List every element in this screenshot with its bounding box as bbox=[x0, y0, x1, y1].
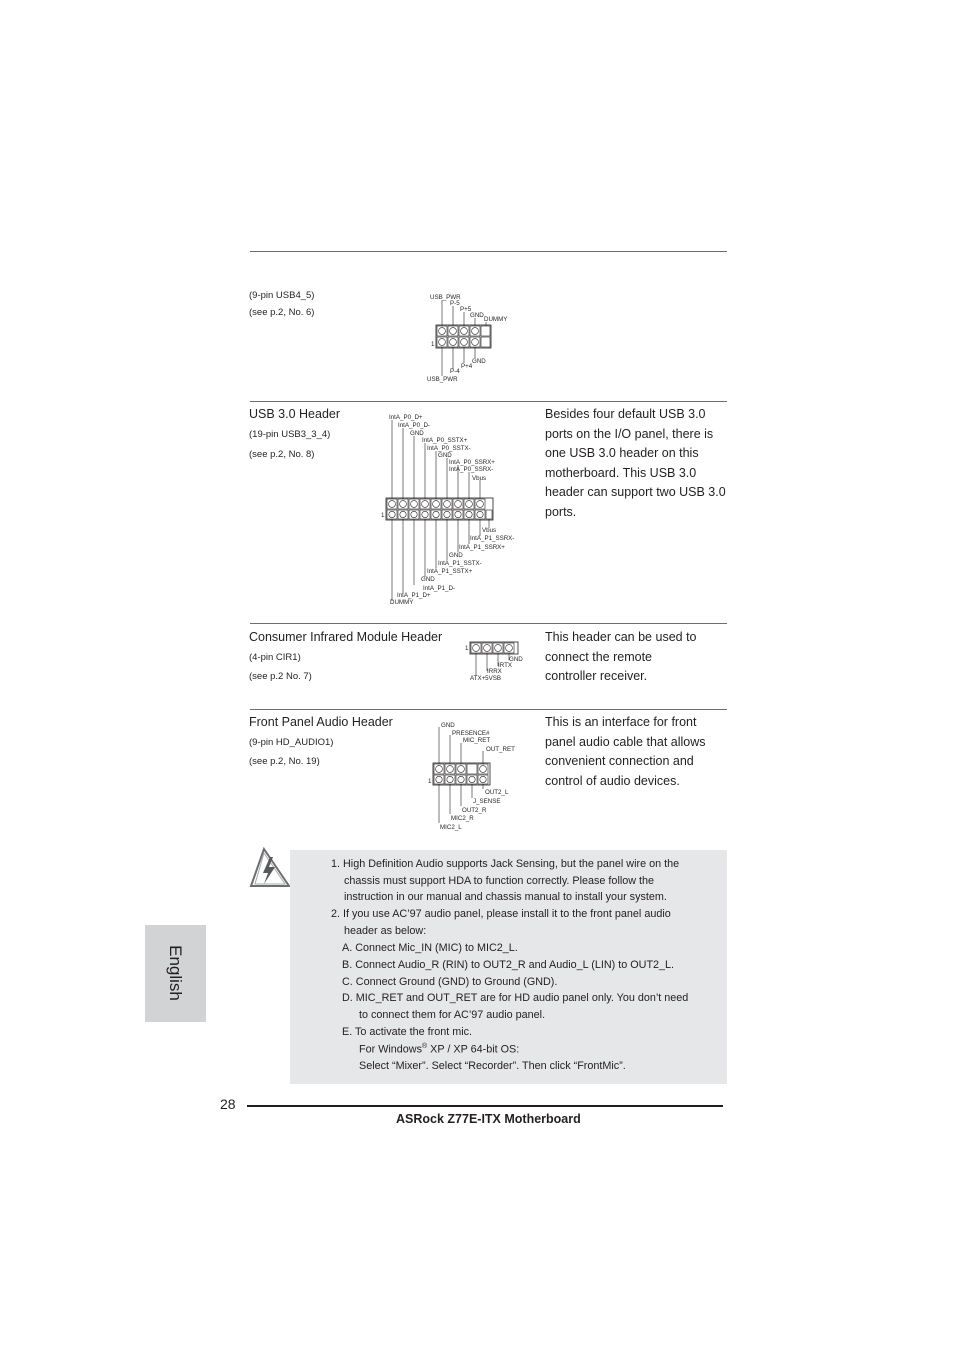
language-tab bbox=[145, 925, 206, 1022]
audio-subtitle: (9-pin HD_AUDIO1) bbox=[249, 737, 334, 748]
usb3-pin-label: Vbus bbox=[482, 527, 497, 534]
language-tab-label: English bbox=[166, 945, 185, 1001]
audio-pin-label: OUT2_L bbox=[485, 789, 509, 796]
usb3-pin-label: IntA_P1_SSRX+ bbox=[459, 544, 505, 551]
usb2-pin-label: P-5 bbox=[450, 300, 460, 307]
usb3-pin-label: Vbus bbox=[472, 475, 487, 482]
usb3-pin-label: IntA_P0_SSRX- bbox=[449, 466, 494, 473]
audio-pin-label: MIC2_L bbox=[440, 824, 462, 831]
cir-pin-label: ATX+5VSB bbox=[470, 675, 502, 682]
usb3-pin-label: GND bbox=[410, 430, 424, 437]
usb3-pin-label: IntA_P1_SSTX+ bbox=[427, 568, 473, 575]
usb2-pin-label: P+5 bbox=[460, 306, 472, 313]
usb2-subtitle: (9-pin USB4_5) bbox=[249, 290, 315, 301]
cir-pin-label: IRRX bbox=[487, 668, 502, 675]
cir-description: This header can be used to connect the remote controller receiver. bbox=[545, 630, 697, 683]
note-line: A. Connect Mic_IN (MIC) to MIC2_L. bbox=[342, 942, 518, 954]
section-divider bbox=[250, 401, 727, 402]
cir-pin-label: IRTX bbox=[498, 662, 512, 669]
registered-mark: ® bbox=[422, 1043, 428, 1050]
usb2-pin-label: DUMMY bbox=[484, 316, 508, 323]
note-line: C. Connect Ground (GND) to Ground (GND). bbox=[342, 976, 558, 988]
footer-rule bbox=[247, 1105, 723, 1107]
note-line: 2. If you use AC’97 audio panel, please install it to the front panel audio bbox=[331, 908, 671, 920]
note-line: Select “Mixer”. Select “Recorder”. Then click “FrontMic”. bbox=[359, 1060, 626, 1072]
audio-pin1-marker: 1 bbox=[428, 778, 432, 785]
usb3-pin-label: IntA_P0_D- bbox=[398, 422, 430, 429]
usb3-pin-label: GND bbox=[449, 552, 463, 559]
audio-pin-label: GND bbox=[441, 722, 455, 729]
cir-pin-diagram bbox=[462, 638, 528, 684]
usb3-pin-label: IntA_P1_D- bbox=[423, 585, 455, 592]
audio-pin-label: OUT_RET bbox=[486, 746, 515, 753]
usb3-pin-label: DUMMY bbox=[390, 599, 414, 606]
note-line: E. To activate the front mic. bbox=[342, 1026, 473, 1038]
note-line: D. MIC_RET and OUT_RET are for HD audio panel only. You don’t need bbox=[342, 992, 689, 1004]
usb3-connector bbox=[381, 414, 514, 606]
usb2-pin-diagram bbox=[420, 290, 530, 385]
usb3-pin-label: IntA_P0_SSTX+ bbox=[422, 437, 468, 444]
cir-pin1-marker: 1 bbox=[465, 645, 469, 652]
note-line: B. Connect Audio_R (RIN) to OUT2_R and Audio_L (LIN) to OUT2_L. bbox=[342, 959, 675, 971]
page-number: 28 bbox=[220, 1096, 236, 1112]
usb3-pin-label: GND bbox=[438, 452, 452, 459]
usb2-pin-label: P-4 bbox=[450, 368, 460, 375]
usb2-reference: (see p.2, No. 6) bbox=[249, 307, 315, 318]
note-line: header as below: bbox=[344, 925, 427, 937]
usb3-pin-label: IntA_P0_D+ bbox=[389, 414, 423, 421]
usb2-pin1-marker: 1 bbox=[431, 341, 435, 348]
top-rule bbox=[250, 251, 727, 252]
footer-product: ASRock Z77E-ITX Motherboard bbox=[396, 1112, 581, 1126]
audio-reference: (see p.2, No. 19) bbox=[249, 756, 320, 767]
note-line: chassis must support HDA to function correctly. Please follow the bbox=[344, 875, 655, 887]
usb3-pin-label: IntA_P0_SSRX+ bbox=[449, 459, 495, 466]
audio-description: This is an interface for front panel audio cable that allows convenient connection and control of audio devices. bbox=[545, 715, 706, 788]
usb2-pin-label: USB_PWR bbox=[427, 376, 458, 383]
audio-pin-label: OUT2_R bbox=[462, 807, 487, 814]
usb3-pin-diagram bbox=[380, 410, 540, 610]
usb3-pin-label: GND bbox=[421, 576, 435, 583]
cir-title: Consumer Infrared Module Header bbox=[249, 630, 443, 644]
note-line: to connect them for AC’97 audio panel. bbox=[359, 1009, 546, 1021]
usb2-connector bbox=[427, 294, 507, 383]
usb2-pin-label: GND bbox=[470, 312, 484, 319]
note-line: instruction in our manual and chassis manual to install your system. bbox=[344, 891, 667, 903]
note-line: 1. High Definition Audio supports Jack Sensing, but the panel wire on the bbox=[331, 858, 680, 870]
usb3-subtitle: (19-pin USB3_3_4) bbox=[249, 429, 331, 440]
note-box bbox=[290, 850, 727, 1084]
audio-pin-label: MIC_RET bbox=[463, 737, 491, 744]
usb3-pin-label: IntA_P1_SSTX- bbox=[438, 560, 482, 567]
audio-pin-diagram bbox=[425, 717, 530, 835]
audio-title: Front Panel Audio Header bbox=[249, 715, 393, 729]
usb3-pin1-marker: 1 bbox=[381, 512, 385, 519]
cir-reference: (see p.2 No. 7) bbox=[249, 671, 312, 682]
note-line: For Windows® XP / XP 64-bit OS: bbox=[359, 1043, 520, 1056]
usb3-reference: (see p.2, No. 8) bbox=[249, 449, 315, 460]
usb2-pin-label: P+4 bbox=[461, 363, 473, 370]
audio-pin-label: MIC2_R bbox=[451, 815, 474, 822]
usb3-pin-label: IntA_P1_SSRX- bbox=[470, 535, 515, 542]
usb3-pin-label: IntA_P0_SSTX- bbox=[427, 445, 471, 452]
warning-lightning-icon bbox=[248, 846, 292, 888]
audio-pin-label: J_SENSE bbox=[473, 798, 501, 805]
usb2-pin-label: USB_PWR bbox=[430, 294, 461, 301]
section-divider bbox=[250, 623, 727, 624]
cir-connector bbox=[465, 642, 523, 682]
cir-subtitle: (4-pin CIR1) bbox=[249, 652, 301, 663]
cir-pin-label: GND bbox=[509, 656, 523, 663]
audio-pin-label: PRESENCE# bbox=[452, 730, 490, 737]
usb2-pin-label: GND bbox=[472, 358, 486, 365]
usb3-pin-label: IntA_P1_D+ bbox=[397, 592, 431, 599]
usb3-title: USB 3.0 Header bbox=[249, 407, 341, 421]
section-divider bbox=[250, 709, 727, 710]
usb3-description: Besides four default USB 3.0 ports on the I/O panel, there is one USB 3.0 header on this motherboard. This USB 3.0 header can support two USB 3.0 ports. bbox=[545, 407, 726, 519]
audio-connector bbox=[428, 722, 515, 831]
